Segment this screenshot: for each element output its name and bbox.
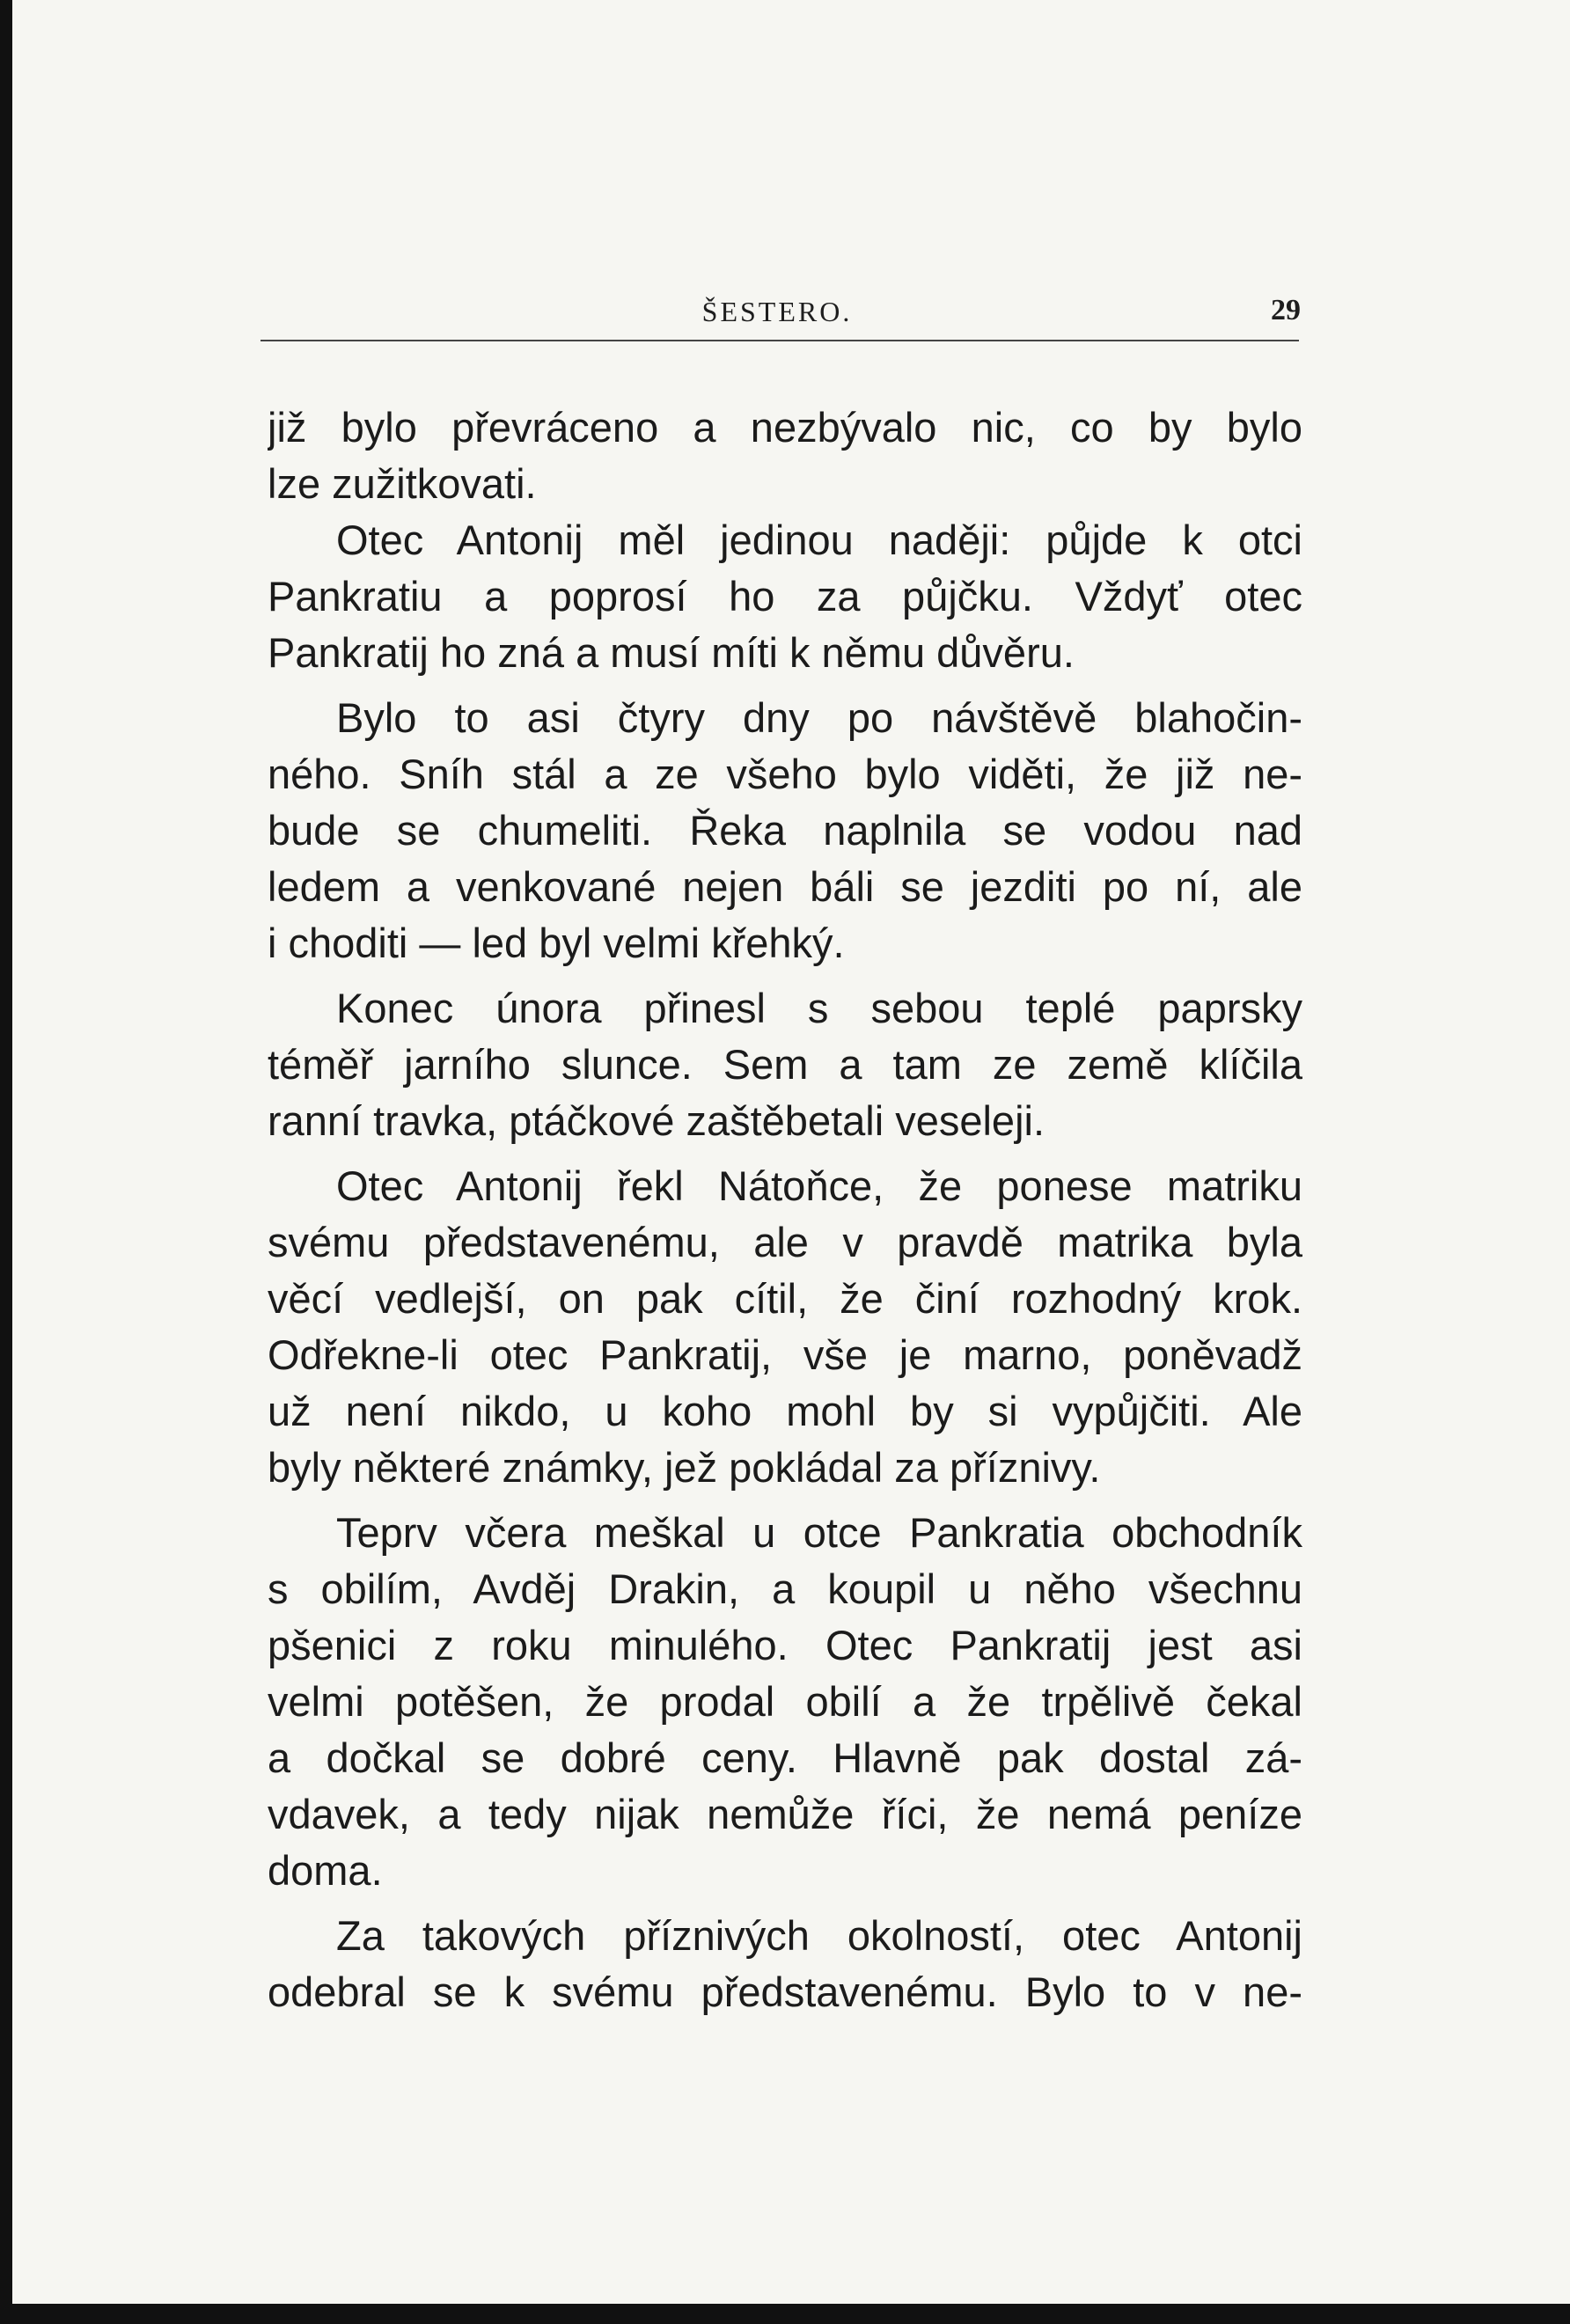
- text-line: Za takových příznivých okolností, otec Antonij: [336, 1912, 1302, 1959]
- text-line: svému představenému, ale v pravdě matrika byla: [268, 1219, 1302, 1265]
- text-line: pšenici z roku minulého. Otec Pankratij jest asi: [268, 1622, 1302, 1668]
- text-line: věcí vedlejší, on pak cítil, že činí rozhodný krok.: [268, 1275, 1302, 1322]
- text-line: ledem a venkované nejen báli se jezditi po ní, ale: [268, 863, 1302, 910]
- text-line: vdavek, a tedy nijak nemůže říci, že nemá peníze: [268, 1791, 1302, 1837]
- text-line: Konec února přinesl s sebou teplé paprsky: [336, 985, 1302, 1031]
- text-line: Pankratiu a poprosí ho za půjčku. Vždyť otec: [268, 573, 1302, 619]
- text-line: Odřekne-li otec Pankratij, vše je marno, poněvadž: [268, 1331, 1302, 1378]
- text-line: a dočkal se dobré ceny. Hlavně pak dostal zá-: [268, 1734, 1302, 1781]
- book-page: [12, 0, 1570, 2324]
- text-line: s obilím, Avděj Drakin, a koupil u něho všechnu: [268, 1565, 1302, 1612]
- text-line: ranní travka, ptáčkové zaštěbetali veseleji.: [268, 1097, 1045, 1144]
- text-line: velmi potěšen, že prodal obilí a že trpělivě čekal: [268, 1678, 1302, 1725]
- text-line: již bylo převráceno a nezbývalo nic, co by bylo: [268, 404, 1302, 451]
- paragraph-gap: [268, 971, 1302, 980]
- paragraph-gap: [268, 681, 1302, 690]
- paragraph-gap: [268, 1149, 1302, 1158]
- text-line: ného. Sníh stál a ze všeho bylo viděti, že již ne-: [268, 751, 1302, 797]
- text-line: téměř jarního slunce. Sem a tam ze země klíčila: [268, 1041, 1302, 1088]
- text-line: Pankratij ho zná a musí míti k němu důvěru.: [268, 629, 1075, 676]
- paragraph-gap: [268, 1899, 1302, 1908]
- body-text: [268, 400, 1302, 2020]
- running-title: ŠESTERO.: [701, 296, 853, 327]
- header-rule: [260, 340, 1299, 341]
- text-line: bude se chumeliti. Řeka naplnila se vodou nad: [268, 807, 1302, 854]
- text-line: doma.: [268, 1847, 383, 1894]
- running-head: [253, 290, 1301, 327]
- text-line: Teprv včera meškal u otce Pankratia obchodník: [336, 1509, 1302, 1556]
- scan-margin-bottom: [0, 2304, 1570, 2324]
- text-line: Otec Antonij měl jedinou naději: půjde k otci: [336, 517, 1302, 563]
- text-line: Bylo to asi čtyry dny po návštěvě blahočin-: [336, 694, 1302, 741]
- text-line: Otec Antonij řekl Nátoňce, že ponese matriku: [336, 1162, 1302, 1209]
- text-line: odebral se k svému představenému. Bylo to v ne-: [268, 1968, 1302, 2015]
- text-line: už není nikdo, u koho mohl by si vypůjčiti. Ale: [268, 1388, 1302, 1434]
- text-line: i choditi — led byl velmi křehký.: [268, 920, 845, 966]
- paragraph-gap: [268, 1496, 1302, 1505]
- text-line: byly některé známky, jež pokládal za příznivy.: [268, 1444, 1101, 1491]
- text-line: lze zužitkovati.: [268, 460, 537, 507]
- scan-margin-left: [0, 0, 12, 2324]
- page-number: 29: [1271, 294, 1301, 326]
